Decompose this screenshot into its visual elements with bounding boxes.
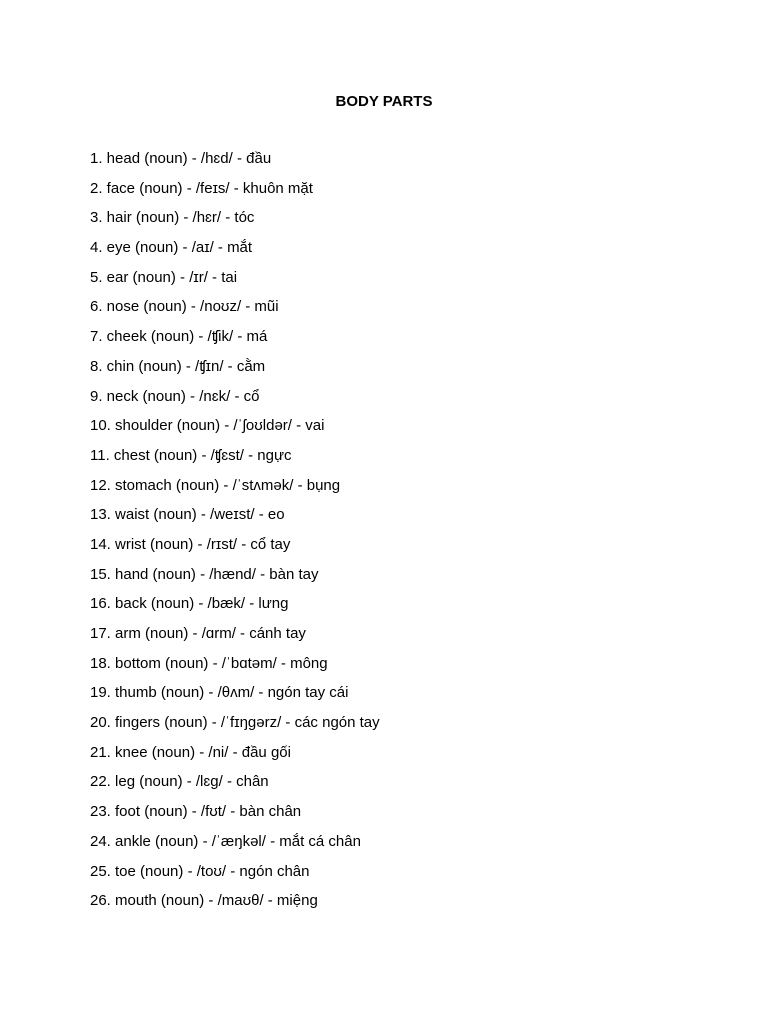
vocabulary-entry: 20. fingers (noun) - /ˈfɪŋgərz/ - các ngón tay <box>90 714 380 732</box>
vocabulary-entry: 9. neck (noun) - /nɛk/ - cổ <box>90 387 260 405</box>
vocabulary-entry: 5. ear (noun) - /ɪr/ - tai <box>90 268 238 286</box>
vocabulary-entry: 6. nose (noun) - /noʊz/ - mũi <box>90 298 279 316</box>
vocabulary-entry: 19. thumb (noun) - /θʌm/ - ngón tay cái <box>90 684 349 702</box>
vocabulary-entry: 3. hair (noun) - /hɛr/ - tóc <box>90 209 255 227</box>
vocabulary-entry: 21. knee (noun) - /ni/ - đầu gối <box>90 743 291 761</box>
vocabulary-entry: 15. hand (noun) - /hænd/ - bàn tay <box>90 565 319 583</box>
vocabulary-entry: 25. toe (noun) - /toʊ/ - ngón chân <box>90 862 310 880</box>
vocabulary-entry: 13. waist (noun) - /weɪst/ - eo <box>90 506 285 524</box>
vocabulary-entry: 24. ankle (noun) - /ˈæŋkəl/ - mắt cá chân <box>90 832 361 850</box>
vocabulary-list <box>90 148 380 920</box>
vocabulary-entry: 14. wrist (noun) - /rɪst/ - cổ tay <box>90 535 291 553</box>
vocabulary-entry: 2. face (noun) - /feɪs/ - khuôn mặt <box>90 179 313 197</box>
vocabulary-entry: 16. back (noun) - /bæk/ - lưng <box>90 595 289 613</box>
vocabulary-entry: 18. bottom (noun) - /ˈbɑtəm/ - mông <box>90 654 328 672</box>
vocabulary-entry: 4. eye (noun) - /aɪ/ - mắt <box>90 239 253 257</box>
vocabulary-entry: 23. foot (noun) - /fʊt/ - bàn chân <box>90 803 302 821</box>
document-title: BODY PARTS <box>335 93 433 110</box>
vocabulary-entry: 10. shoulder (noun) - /ˈʃoʊldər/ - vai <box>90 417 325 435</box>
vocabulary-entry: 7. cheek (noun) - /ʧik/ - má <box>90 328 268 346</box>
vocabulary-entry: 22. leg (noun) - /lɛg/ - chân <box>90 773 269 791</box>
vocabulary-entry: 11. chest (noun) - /ʧɛst/ - ngực <box>90 446 292 464</box>
vocabulary-entry: 1. head (noun) - /hɛd/ - đầu <box>90 150 272 167</box>
vocabulary-entry: 17. arm (noun) - /ɑrm/ - cánh tay <box>90 625 306 642</box>
vocabulary-entry: 8. chin (noun) - /ʧɪn/ - cằm <box>90 357 266 375</box>
vocabulary-entry: 12. stomach (noun) - /ˈstʌmək/ - bụng <box>90 476 341 494</box>
vocabulary-entry: 26. mouth (noun) - /maʊθ/ - miệng <box>90 892 318 910</box>
